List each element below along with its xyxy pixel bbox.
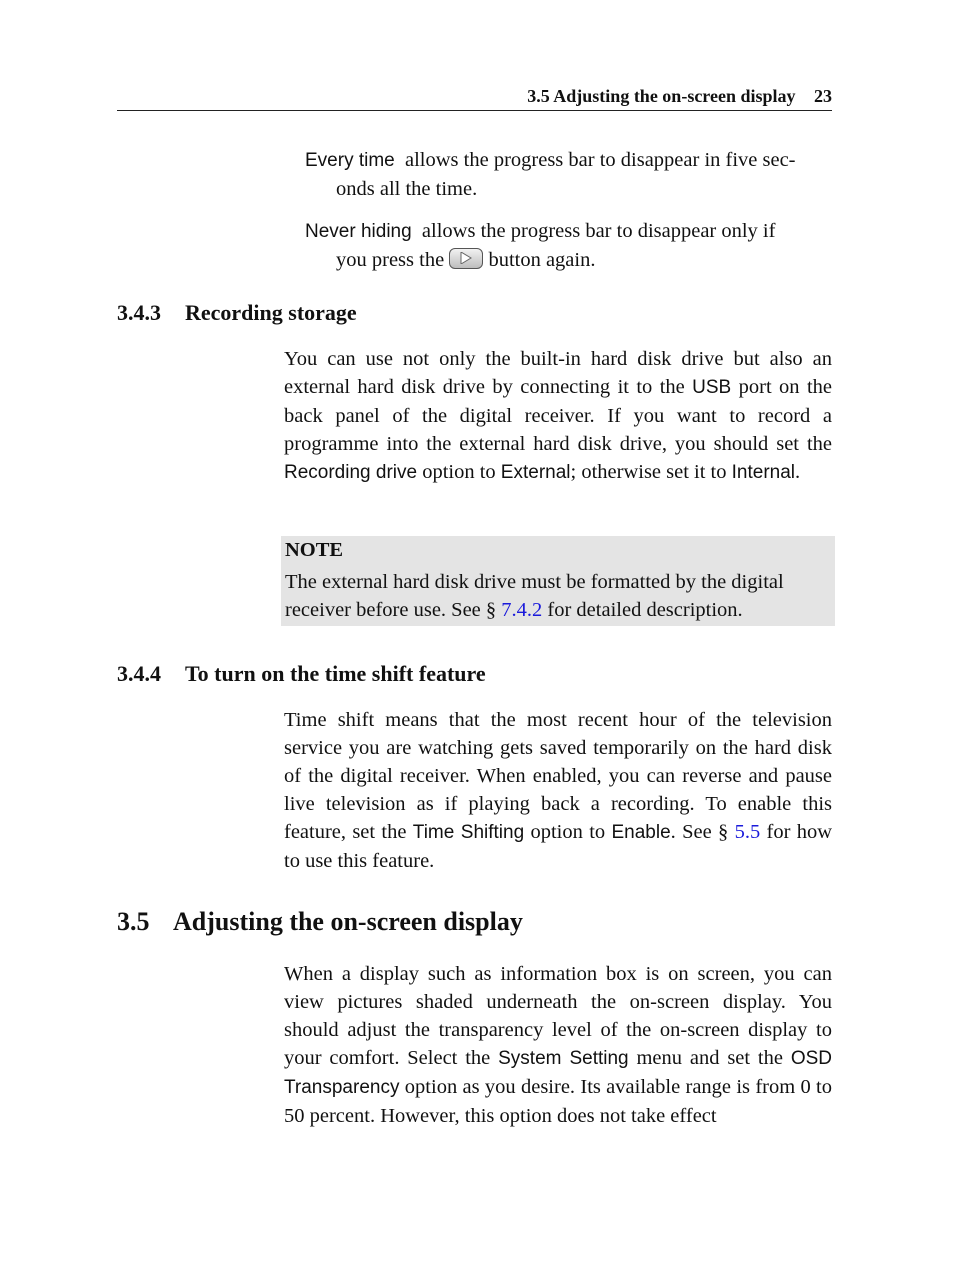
paragraph-osd [284, 960, 832, 1130]
text: port on the back panel of the digital receiver. If you want to record a programme into the external hard disk drive, you should set the [284, 376, 833, 455]
running-head-title: 3.5 Adjusting the on-screen display [527, 86, 796, 106]
term-internal: Internal [731, 462, 796, 483]
paragraph-time-shift [284, 706, 832, 875]
desc-item-every-time [305, 146, 832, 203]
desc-never-hiding-after: button again. [488, 249, 596, 271]
running-head [117, 86, 832, 107]
term-time-shifting: Time Shifting [412, 822, 525, 843]
text: for how to use this feature. [284, 821, 833, 872]
text: When a display such as information box is on screen, you can view pictures shaded underneath the on-screen display. You should adjust the transparency level of the on-screen display to your comfort. Select the [284, 963, 832, 1069]
term-external: External [500, 462, 571, 483]
desc-item-never-hiding [305, 217, 832, 274]
text: option to [422, 461, 496, 483]
desc-never-hiding-line2 [305, 246, 832, 274]
text: option to [530, 821, 606, 843]
desc-every-time-line2: onds all the time. [336, 178, 478, 200]
page-number: 23 [814, 86, 832, 106]
text: menu and set the [636, 1047, 783, 1069]
term-enable: Enable [611, 822, 671, 843]
term-usb: USB [692, 377, 732, 398]
text: . [795, 461, 801, 483]
heading-3-4-4 [117, 661, 486, 687]
heading-number: 3.4.3 [117, 300, 161, 325]
desc-every-time-line1: allows the progress bar to disappear in five sec- [405, 149, 796, 171]
heading-3-5 [117, 907, 523, 937]
heading-number: 3.5 [117, 907, 150, 936]
link-section-7-4-2[interactable]: 7.4.2 [501, 599, 543, 621]
note-title: NOTE [285, 539, 344, 561]
heading-title: To turn on the time shift feature [185, 661, 486, 686]
header-rule [117, 110, 832, 111]
text: ; otherwise set it to [570, 461, 727, 483]
heading-3-4-3 [117, 300, 357, 326]
paragraph-recording-storage [284, 345, 832, 487]
term-system-setting: System Setting [498, 1048, 629, 1069]
term-osd-transparency: OSD Transparency [284, 1048, 833, 1098]
heading-number: 3.4.4 [117, 661, 161, 686]
link-section-5-5[interactable]: 5.5 [734, 821, 761, 843]
desc-never-hiding-before: you press the [336, 249, 445, 271]
term-recording-drive: Recording drive [284, 462, 418, 483]
text: The external hard disk drive must be formatted by the digital receiver before use. See § [285, 571, 784, 621]
note-body [285, 568, 833, 624]
term-every-time: Every time [305, 150, 395, 171]
play-button-icon [449, 248, 483, 269]
desc-never-hiding-line1: allows the progress bar to disappear only if [421, 220, 776, 242]
heading-title: Recording storage [185, 300, 357, 325]
text: . See § [670, 821, 729, 843]
heading-title: Adjusting the on-screen display [173, 907, 523, 936]
term-never-hiding: Never hiding [305, 221, 412, 242]
text: Time shift means that the most recent hour of the television service you are watching gets saved temporarily on the hard disk of the digital receiver. When enabled, you can reverse and pause live television as if playing back a recording. To enable this feature, set the [284, 709, 832, 843]
text: option as you desire. Its available range is from 0 to 50 percent. However, this option does not take effect [284, 1076, 833, 1127]
text: You can use not only the built-in hard disk drive but also an external hard disk drive by connecting it to the [284, 348, 832, 398]
note-box [281, 536, 835, 626]
text: for detailed description. [547, 599, 743, 621]
